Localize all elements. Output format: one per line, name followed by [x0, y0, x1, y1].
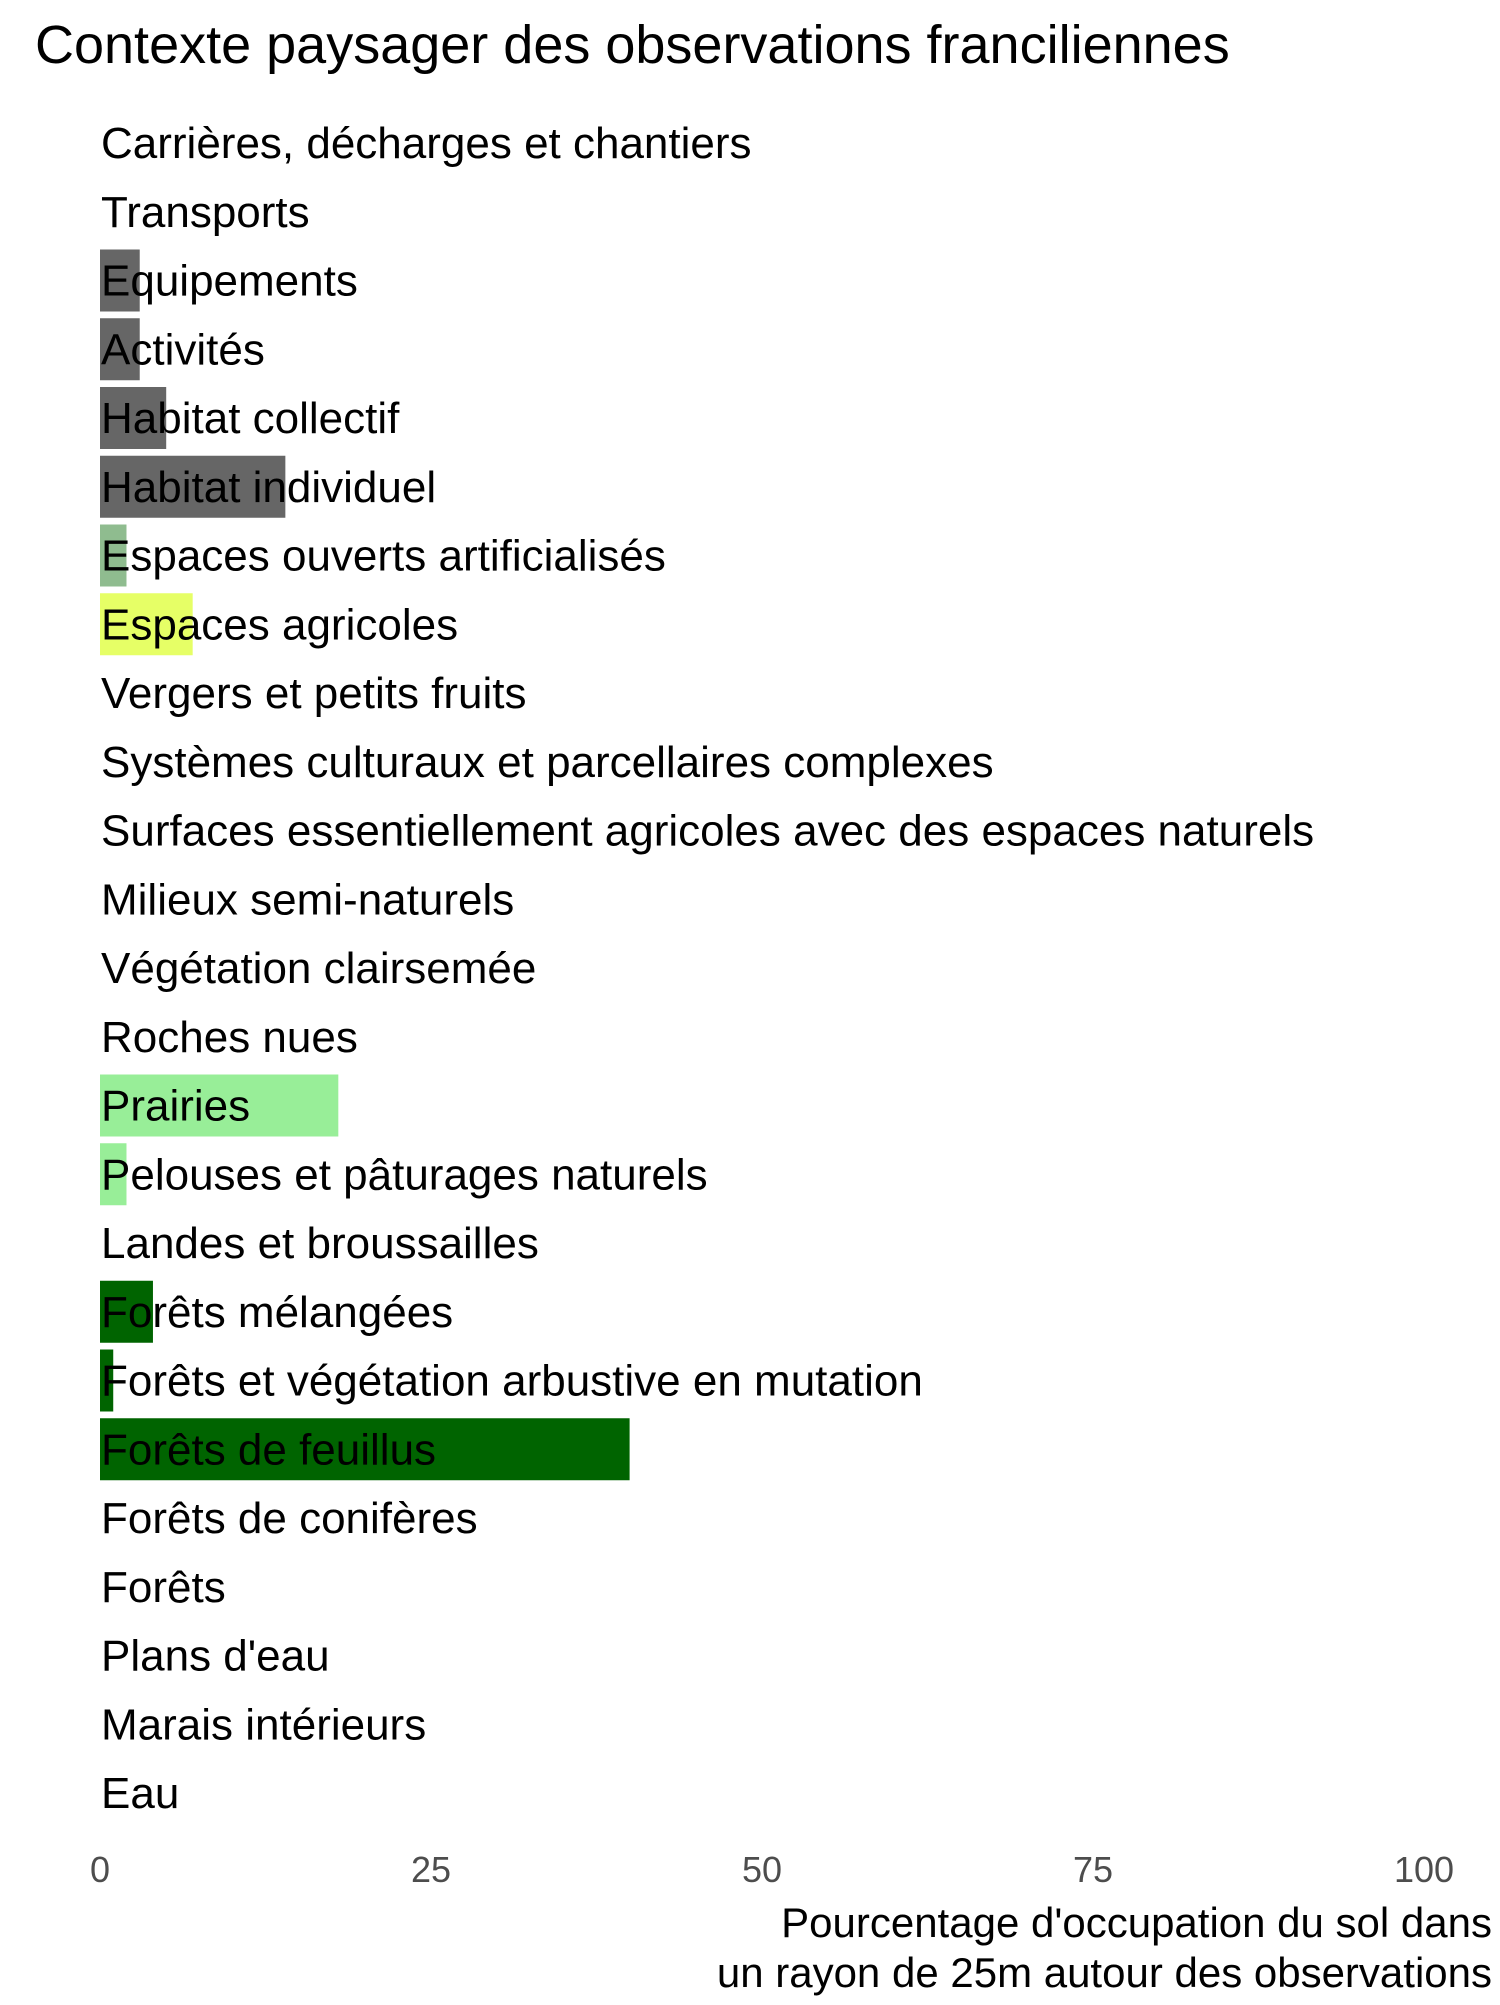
category-label: Végétation clairsemée: [101, 944, 537, 993]
category-label: Forêts de feuillus: [101, 1425, 437, 1475]
x-axis-ticks: [90, 1849, 1454, 1890]
x-tick-label: 75: [1072, 1849, 1114, 1890]
category-label: Espaces agricoles: [101, 600, 459, 650]
category-label: Activités: [101, 325, 265, 375]
category-label: Roches nues: [101, 1012, 358, 1062]
category-label: Transports: [101, 187, 310, 237]
category-label: Marais intérieurs: [101, 1700, 427, 1750]
category-labels: [101, 119, 1314, 1818]
category-label: Milieux semi-naturels: [101, 875, 515, 925]
category-label: Espaces ouverts artificialisés: [101, 531, 666, 581]
category-label: Eau: [101, 1769, 180, 1818]
category-label: Forêts mélangées: [101, 1287, 454, 1337]
category-label: Forêts et végétation arbustive en mutation: [101, 1356, 923, 1406]
category-label: Forêts de conifères: [101, 1494, 478, 1543]
category-label: Surfaces essentiellement agricoles avec des espaces naturels: [101, 806, 1315, 856]
chart-title: Contexte paysager des observations franciliennes: [35, 15, 1230, 75]
category-label: Plans d'eau: [101, 1631, 330, 1681]
category-label: Vergers et petits fruits: [101, 669, 527, 718]
category-label: Equipements: [101, 256, 358, 306]
x-axis-title-line-2: un rayon de 25m autour des observations: [716, 1949, 1492, 1996]
category-label: Landes et broussailles: [101, 1219, 539, 1268]
category-label: Habitat individuel: [101, 462, 437, 512]
category-label: Forêts: [101, 1562, 226, 1612]
x-tick-label: 25: [410, 1849, 452, 1890]
x-tick-label: 100: [1393, 1849, 1455, 1890]
category-label: Habitat collectif: [101, 394, 400, 443]
x-tick-label: 50: [741, 1849, 783, 1890]
category-label: Systèmes culturaux et parcellaires complexes: [101, 737, 994, 787]
x-axis-title-line-1: Pourcentage d'occupation du sol dans: [781, 1899, 1492, 1946]
x-tick-label: 0: [89, 1849, 111, 1890]
category-label: Pelouses et pâturages naturels: [101, 1150, 708, 1200]
category-label: Prairies: [101, 1081, 251, 1131]
category-label: Carrières, décharges et chantiers: [101, 119, 752, 168]
